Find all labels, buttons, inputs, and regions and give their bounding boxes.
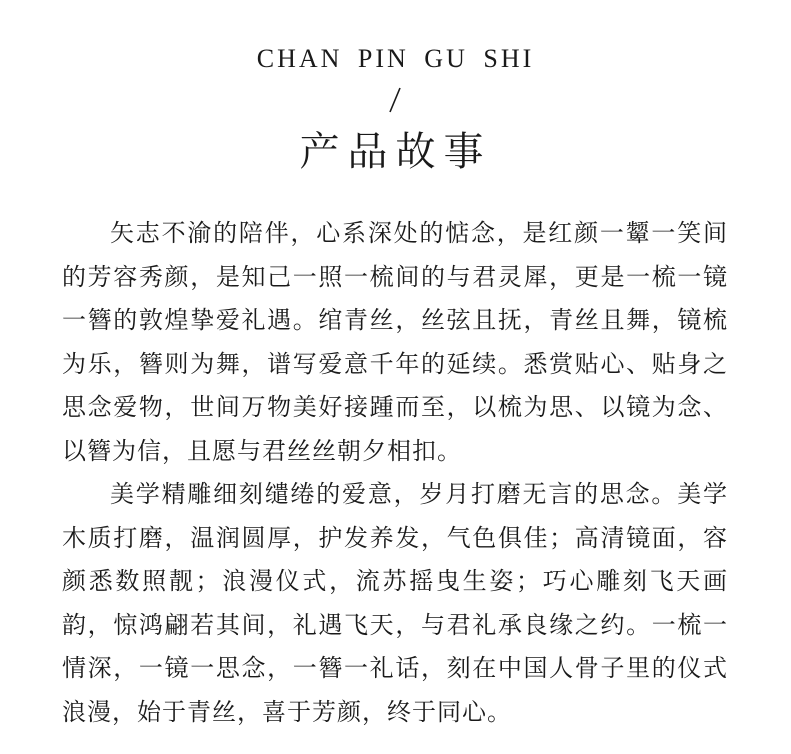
story-paragraph-1: 矢志不渝的陪伴，心系深处的惦念，是红颜一颦一笑间的芳容秀颜，是知己一照一梳间的与君灵犀，更是一梳一镜一簪的敦煌挚爱礼遇。绾青丝，丝弦且抚，青丝且舞，镜梳为乐，簪则为舞，谱写爱意千年的延续。悉赏贴心、贴身之思念爱物，世间万物美好接踵而至，以梳为思、以镜为念、以簪为信，且愿与君丝丝朝夕相扣。 bbox=[62, 219, 728, 465]
section-title: 产品故事 bbox=[299, 129, 492, 175]
slash-divider-icon bbox=[383, 86, 407, 114]
section-subtitle-pinyin: CHAN PIN GU SHI bbox=[256, 44, 535, 73]
story-content bbox=[62, 212, 728, 734]
story-paragraph-2: 美学精雕细刻缱绻的爱意，岁月打磨无言的思念。美学木质打磨，温润圆厚，护发养发，气色俱佳；高清镜面，容颜悉数照靓；浪漫仪式，流苏摇曳生姿；巧心雕刻飞天画韵，惊鸿翩若其间，礼遇飞天，与君礼承良缘之约。一梳一情深，一镜一思念，一簪一礼话，刻在中国人骨子里的仪式浪漫，始于青丝，喜于芳颜，终于同心。 bbox=[62, 480, 728, 726]
